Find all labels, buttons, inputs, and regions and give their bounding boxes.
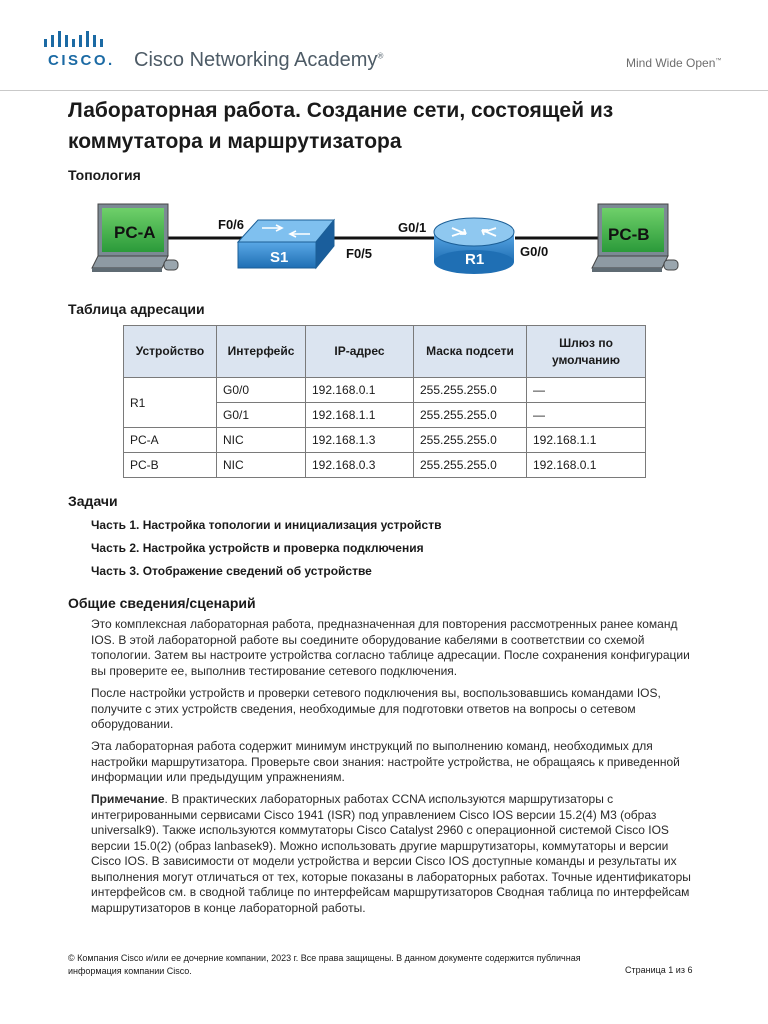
cell-gateway: — [527,378,646,403]
table-header-row [124,326,646,378]
note-paragraph [91,792,701,916]
cell-mask: 255.255.255.0 [414,428,527,453]
cell-gateway: 192.168.0.1 [527,453,646,478]
cell-mask: 255.255.255.0 [414,403,527,428]
pc-b-label: PC-B [608,225,650,244]
page-title: Лабораторная работа. Создание сети, состоящей из коммутатора и маршрутизатора [68,99,614,153]
cell-interface: NIC [217,453,306,478]
cell-device: R1 [124,378,217,428]
cell-interface: NIC [217,428,306,453]
table-row [124,428,646,453]
topology-heading: Топология [68,167,141,183]
cell-mask: 255.255.255.0 [414,378,527,403]
background-paragraph: Эта лабораторная работа содержит минимум инструкций по выполнению команд, необходимых для настройки маршрутизатора. Проверьте свои знания: настройте устройства, не обращаясь к приведенной информации или предыдущим упражнениям. [91,739,680,784]
tasks-heading: Задачи [68,493,118,509]
pc-a-label: PC-A [114,223,156,242]
cell-mask: 255.255.255.0 [414,453,527,478]
cell-interface: G0/1 [217,403,306,428]
column-header: Интерфейс [217,326,306,378]
cell-device: PC-B [124,453,217,478]
topology-diagram [90,198,690,288]
page-number: Страница 1 из 6 [625,965,693,975]
academy-name: Cisco Networking Academy® [134,49,384,71]
port-label-f0-6: F0/6 [218,217,245,232]
task-item: Часть 2. Настройка устройств и проверка подключения [91,541,424,555]
column-header: IP-адрес [306,326,414,378]
background-heading: Общие сведения/сценарий [68,595,256,611]
cell-gateway: 192.168.1.1 [527,428,646,453]
cell-gateway: — [527,403,646,428]
task-item: Часть 1. Настройка топологии и инициализация устройств [91,518,442,532]
background-paragraph: После настройки устройств и проверки сетевого подключения вы, воспользовавшись командами IOS, получите с этих устройств сведения, необходимые для подготовки ответов на вопросы о сетевом оборудовании. [91,686,661,731]
column-header: Маска подсети [414,326,527,378]
cell-device: PC-A [124,428,217,453]
cell-ip: 192.168.0.3 [306,453,414,478]
port-label-g0-0: G0/0 [520,244,549,259]
task-item: Часть 3. Отображение сведений об устройстве [91,564,372,578]
cisco-bridge-logo [44,31,116,54]
router-r1-label: R1 [465,251,485,268]
port-label-f0-5: F0/5 [346,246,373,261]
note-label: Примечание [91,792,165,806]
cisco-logo-text: CISCO. [48,52,115,69]
table-row [124,378,646,403]
table-row [124,453,646,478]
switch-s1-label: S1 [270,249,289,266]
slogan: Mind Wide Open™ [626,56,722,70]
cell-ip: 192.168.1.3 [306,428,414,453]
column-header: Шлюз по умолчанию [527,326,646,378]
header-divider [0,90,768,91]
cell-ip: 192.168.0.1 [306,378,414,403]
port-label-g0-1: G0/1 [398,220,427,235]
addressing-table [123,325,646,478]
column-header: Устройство [124,326,217,378]
cell-ip: 192.168.1.1 [306,403,414,428]
background-paragraph: Это комплексная лабораторная работа, предназначенная для повторения рассмотренных ранее команд IOS. В этой лабораторной работе вы соедините оборудование кабелями в соответствии со схемой топологии. Затем вы настроите устройства согласно таблице адресации. После сохранения конфигурации вы проверите ее, выполнив тестирование сетевого подключения. [91,617,690,678]
cell-interface: G0/0 [217,378,306,403]
addressing-table-heading: Таблица адресации [68,301,205,317]
footer-copyright: © Компания Cisco и/или ее дочерние компании, 2023 г. Все права защищены. В данном документе содержится публичная информация компании Cisco. [68,953,581,976]
note-text: . В практических лабораторных работах CCNA используются маршрутизаторы с интегрированными сервисами Cisco 1941 (ISR) под управлением Cisco IOS версии 15.2(4) M3 (образ universalk9). Также используются коммутаторы Cisco Catalyst 2960 с операционной системой Cisco IOS версии 15.0(2) (образ lanbasek9). Можно использовать другие маршрутизаторы, коммутаторы и версии Cisco IOS. В зависимости от модели устройства и версии Cisco IOS доступные команды и результаты их выполнения могут отличаться от тех, которые показаны в лабораторных работах. Точные идентификаторы интерфейсов см. в сводной таблице по интерфейсам маршрутизаторов Сводная таблица по интерфейсам маршрутизаторов в конце лабораторной работы. [91,792,691,915]
